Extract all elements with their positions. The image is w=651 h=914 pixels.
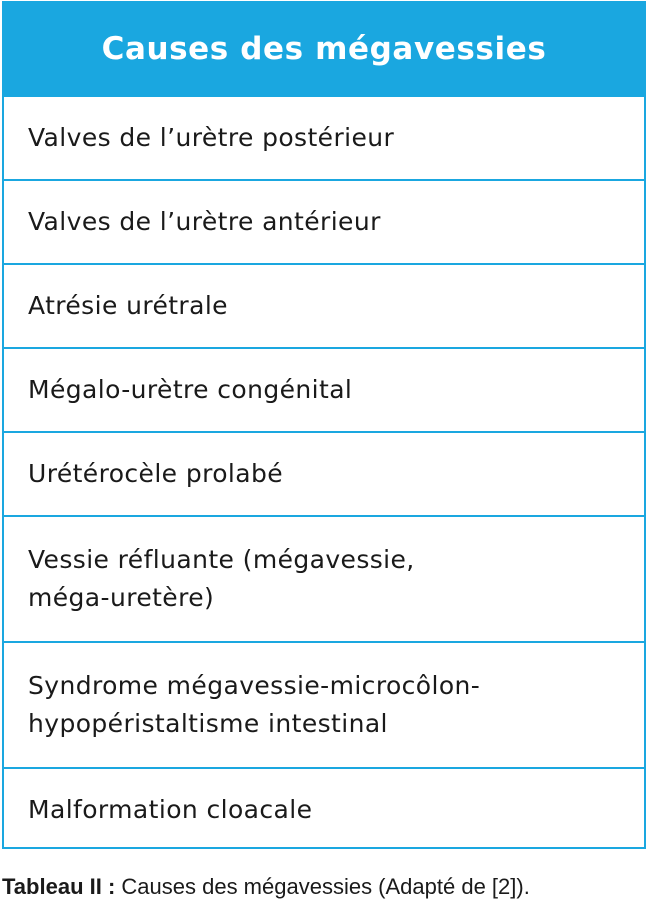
table-title: Causes des mégavessies [101,31,547,67]
table-row [4,431,644,515]
table-header [4,3,644,95]
row-text: Mégalo-urètre congénital [28,375,353,404]
row-text: Atrésie urétrale [28,291,228,320]
causes-table [2,1,646,849]
caption-label: Tableau II : [2,874,116,899]
table-row [4,95,644,179]
table-row [4,767,644,851]
table-row [4,263,644,347]
caption-text: Causes des mégavessies (Adapté de [2]). [115,874,530,899]
table-row [4,347,644,431]
row-text: Vessie réfluante (mégavessie, méga-uretère) [28,545,415,612]
row-text: Valves de l’urètre postérieur [28,123,395,152]
row-text: Syndrome mégavessie-microcôlon-hypopéristaltisme intestinal [28,671,481,738]
table-caption [2,874,530,900]
row-text: Valves de l’urètre antérieur [28,207,381,236]
table-row [4,641,644,767]
table-row [4,179,644,263]
row-text: Malformation cloacale [28,795,313,824]
row-text: Urétérocèle prolabé [28,459,284,488]
table-row [4,515,644,641]
